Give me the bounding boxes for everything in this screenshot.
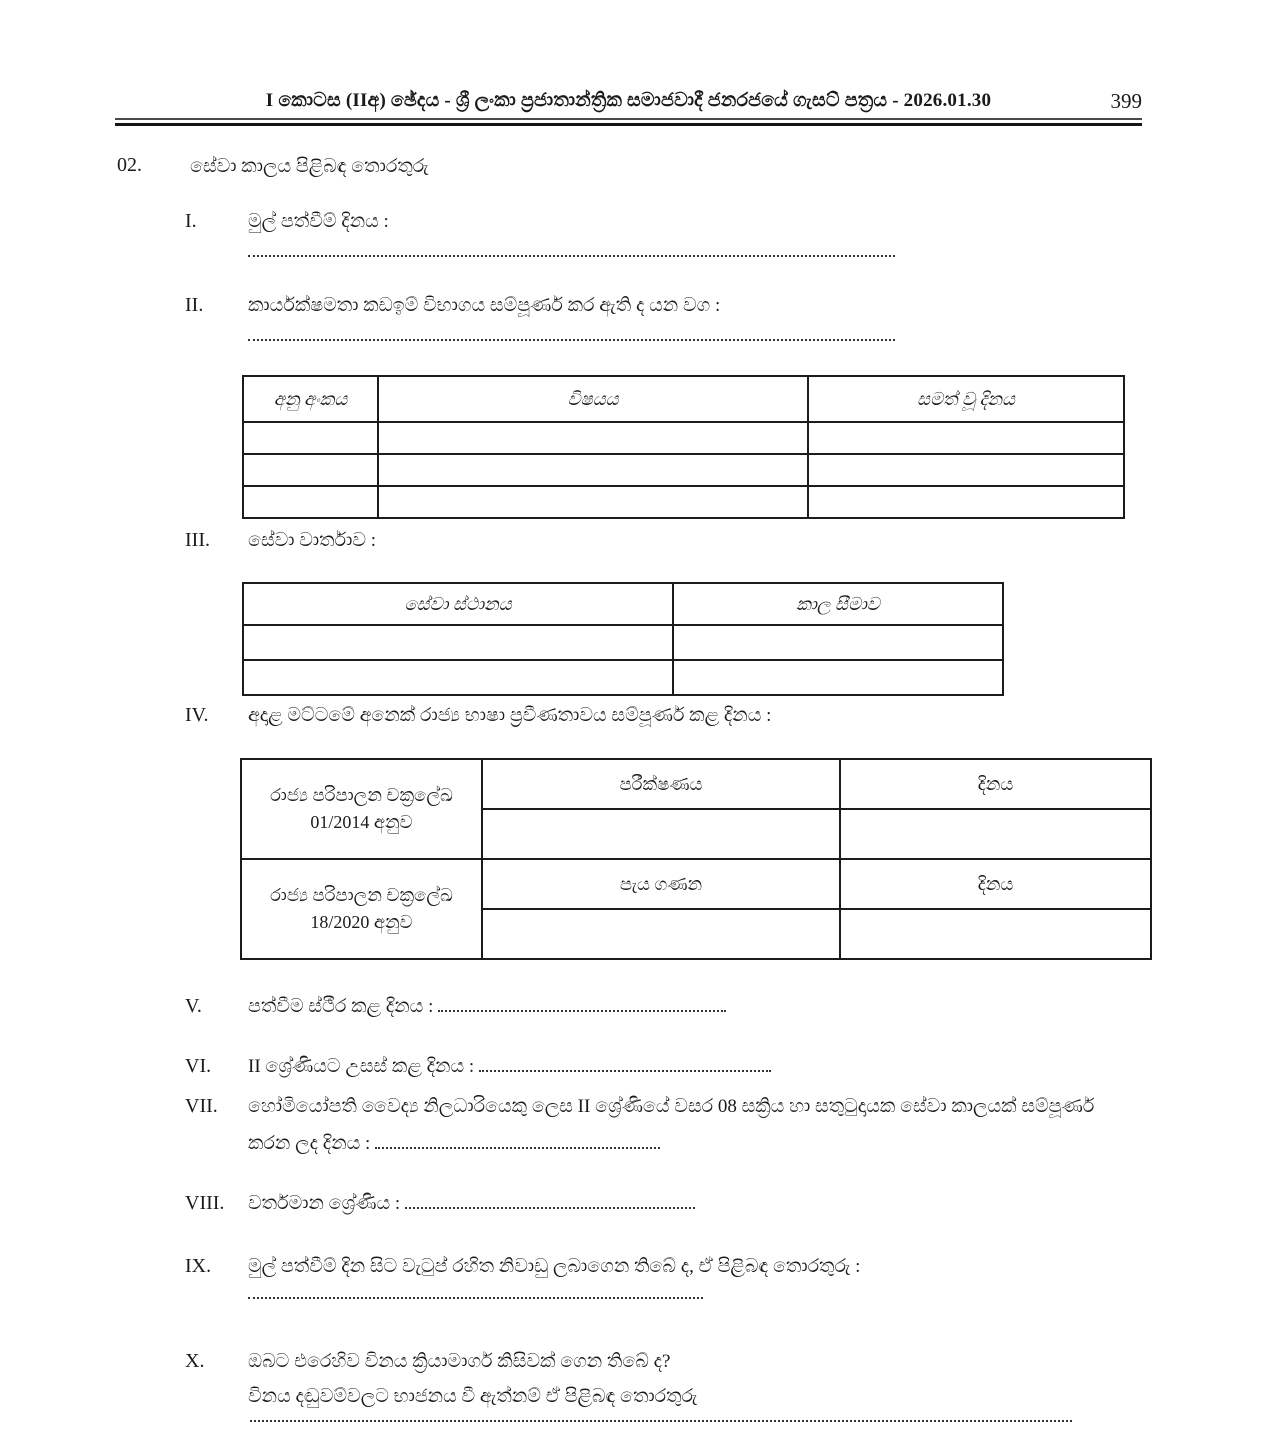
empty-cell: [243, 660, 673, 695]
service-col-station-header: සේවා ස්ථානය: [243, 583, 673, 625]
exam-col-passdate-header: සමත් වූ දිනය: [808, 376, 1124, 422]
item-vii-label2: කරන ලද දිනය :: [248, 1133, 371, 1154]
circular-number-line: 18/2020 අනුව: [310, 912, 413, 932]
exam-table-empty-row: [243, 486, 1124, 518]
item-ix-numeral: IX.: [185, 1255, 212, 1277]
empty-cell: [378, 486, 808, 518]
item-ix-fill-line: [248, 1297, 703, 1299]
item-vi-fill-line: [479, 1057, 771, 1072]
exam-table-empty-row: [243, 422, 1124, 454]
item-v-numeral: V.: [185, 995, 202, 1017]
efb-exam-table: [242, 375, 1125, 519]
service-table-empty-row: [243, 625, 1003, 660]
item-v-fill-line: [438, 997, 726, 1012]
circular-name-line: රාජ්‍ය පරිපාලන චක්‍රලේඛ: [270, 885, 453, 905]
item-i-fill-line: [248, 255, 895, 257]
item-ii-numeral: II.: [185, 294, 204, 316]
service-record-table: [242, 582, 1004, 696]
language-proficiency-table: [240, 758, 1152, 960]
item-ii-fill-line: [248, 339, 895, 341]
empty-cell: [482, 909, 840, 959]
service-col-period-header: කාල සීමාව: [673, 583, 1003, 625]
service-table-header-row: [243, 583, 1003, 625]
empty-cell: [243, 486, 378, 518]
item-vi-line: [248, 1056, 771, 1078]
examination-header-cell: පරීක්ෂණය: [482, 759, 840, 809]
date-header-cell: දිනය: [840, 759, 1151, 809]
exam-col-serial-header: අනු අංකය: [243, 376, 378, 422]
item-x-line2: විනය දඬුවම්වලට භාජනය වී ඇත්නම් ඒ පිළිබඳ තොරතුරු: [248, 1386, 698, 1407]
item-vii-line1: හෝමියෝපති වෛද්‍ය නිලධාරියෙකු ලෙස II ශ්‍රේණියේ වසර 08 සක්‍රිය හා සතුටුදායක සේවා කාලයක් සම්පූර්ණ: [248, 1096, 1095, 1117]
circular-number-line: 01/2014 අනුව: [310, 812, 413, 832]
item-i-label: මුල් පත්වීම් දිනය :: [248, 211, 389, 232]
empty-cell: [808, 454, 1124, 486]
empty-cell: [378, 422, 808, 454]
page-number: 399: [1110, 89, 1142, 113]
item-ii-label: කාර්යක්ෂමතා කඩඉම් විභාගය සම්පූර්ණ කර ඇති ද යන වග :: [248, 295, 721, 316]
empty-cell: [808, 486, 1124, 518]
item-viii-line: [248, 1193, 695, 1215]
header-double-rule: [115, 118, 1142, 126]
item-viii-fill-line: [405, 1194, 695, 1209]
empty-cell: [673, 660, 1003, 695]
item-vii-numeral: VII.: [185, 1095, 218, 1117]
exam-table-empty-row: [243, 454, 1124, 486]
empty-cell: [840, 909, 1151, 959]
item-vii-line2: [248, 1133, 660, 1155]
circular-name-line: රාජ්‍ය පරිපාලන චක්‍රලේඛ: [270, 785, 453, 805]
empty-cell: [243, 625, 673, 660]
item-x-numeral: X.: [185, 1350, 205, 1372]
item-iii-numeral: III.: [185, 529, 210, 551]
gazette-header-title: I කොටස (IIඅ) ඡේදය - ශ්‍රී ලංකා ප්‍රජාතාන්ත්‍රික සමාජවාදී ජනරජයේ ගැසට් පත්‍රය - 2026.01.30: [265, 90, 992, 111]
exam-col-subject-header: විෂයය: [378, 376, 808, 422]
empty-cell: [808, 422, 1124, 454]
empty-cell: [673, 625, 1003, 660]
item-viii-numeral: VIII.: [185, 1192, 225, 1214]
language-table-row: [241, 859, 1151, 909]
item-vi-label: II ශ්‍රේණියට උසස් කළ දිනය :: [248, 1056, 475, 1077]
item-v-line: [248, 996, 726, 1018]
section-title: සේවා කාලය පිළිබඳ තොරතුරු: [190, 156, 429, 177]
item-iv-numeral: IV.: [185, 704, 209, 726]
service-table-empty-row: [243, 660, 1003, 695]
item-x-line1: ඔබට එරෙහිව විනය ක්‍රියාමාර්ග කිසිවක් ගෙන තිබේ ද?: [248, 1351, 671, 1372]
item-ix-label: මුල් පත්වීම් දින සිට වැටුප් රහිත නිවාඩු ලබාගෙන තිබේ ද, ඒ පිළිබඳ තොරතුරු :: [248, 1256, 861, 1277]
item-vii-fill-line: [375, 1134, 660, 1149]
empty-cell: [840, 809, 1151, 859]
section-number: 02.: [117, 154, 142, 176]
circular-01-2014-cell: [241, 759, 482, 859]
empty-cell: [243, 422, 378, 454]
date-header-cell: දිනය: [840, 859, 1151, 909]
circular-18-2020-cell: [241, 859, 482, 959]
item-i-numeral: I.: [185, 210, 197, 232]
item-vi-numeral: VI.: [185, 1055, 212, 1077]
item-iv-label: අදාළ මට්ටමේ අනෙක් රාජ්‍ය භාෂා ප්‍රවීණතාවය සම්පූර්ණ කළ දිනය :: [248, 705, 772, 726]
empty-cell: [378, 454, 808, 486]
item-iii-label: සේවා වාර්තාව :: [248, 530, 377, 551]
empty-cell: [482, 809, 840, 859]
language-table-row: [241, 759, 1151, 809]
item-x-fill-line: [250, 1420, 1072, 1422]
hours-header-cell: පැය ගණන: [482, 859, 840, 909]
item-v-label: පත්වීම ස්ථීර කළ දිනය :: [248, 996, 434, 1017]
empty-cell: [243, 454, 378, 486]
item-viii-label: වර්තමාන ශ්‍රේණිය :: [248, 1193, 401, 1214]
exam-table-header-row: [243, 376, 1124, 422]
